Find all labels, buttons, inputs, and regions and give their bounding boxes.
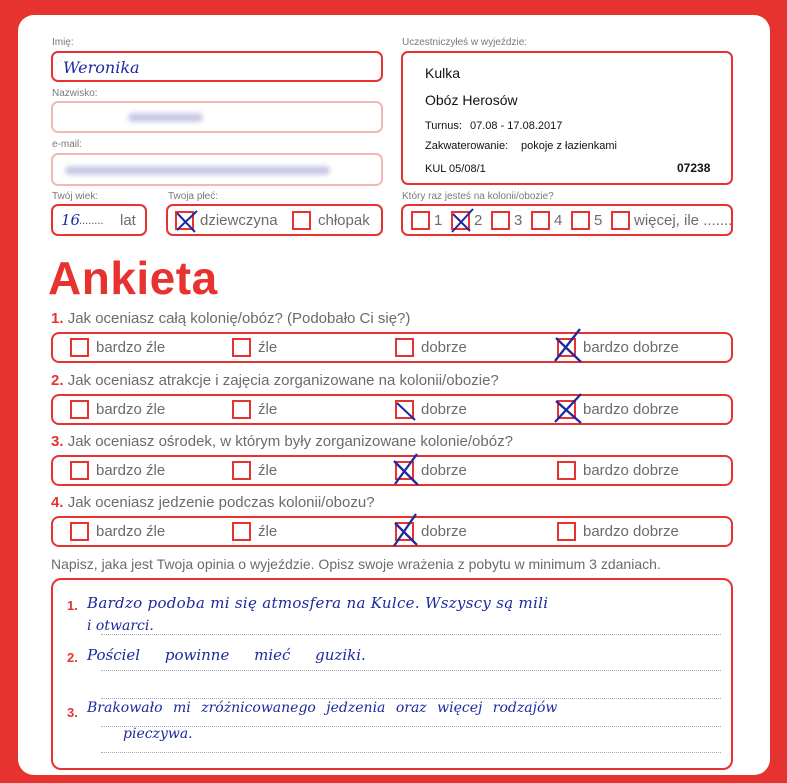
question-1-text: Jak oceniasz całą kolonię/obóz? (Podobało Ci się?) — [67, 310, 411, 327]
writing-line — [101, 634, 721, 635]
accommodation-value: pokoje z łazienkami — [521, 140, 617, 152]
participated-label: Uczestniczyłeś w wyjeździe: — [402, 37, 528, 48]
female-label: dziewczyna — [200, 212, 278, 229]
q3-option-2-checkbox[interactable] — [232, 461, 251, 480]
q3-option-1-checkbox[interactable] — [70, 461, 89, 480]
times-checkbox-5[interactable] — [571, 211, 590, 230]
times-option-2: 2 — [474, 212, 483, 229]
q2-option-1-checkbox[interactable] — [70, 400, 89, 419]
opinion-line-4: Brakowało mi zróżnicowanego jedzenia oraz więcej rodzajów — [87, 700, 558, 716]
q1-option-1-label: bardzo źle — [96, 339, 166, 356]
q3-option-3-checkbox[interactable] — [395, 461, 414, 480]
q1-option-3-label: dobrze — [421, 339, 467, 356]
opinion-line-3: Pościel powinne mieć guziki. — [87, 646, 366, 664]
times-field — [401, 204, 733, 236]
survey-sheet — [18, 15, 770, 775]
writing-line — [101, 752, 721, 753]
writing-line — [101, 698, 721, 699]
q3-option-1-label: bardzo źle — [96, 462, 166, 479]
q1-option-4-checkbox[interactable] — [557, 338, 576, 357]
q2-option-4-checkbox[interactable] — [557, 400, 576, 419]
q2-option-2-label: źle — [258, 401, 278, 418]
name-field[interactable] — [51, 51, 383, 82]
question-2 — [51, 372, 499, 389]
q4-option-1-label: bardzo źle — [96, 523, 166, 540]
q4-option-2-checkbox[interactable] — [232, 522, 251, 541]
question-3-options — [51, 455, 733, 486]
camp-code: KUL 05/08/1 — [425, 163, 486, 175]
surname-label: Nazwisko: — [52, 88, 98, 99]
opinion-number-2: 2. — [67, 650, 78, 665]
question-3-number: 3. — [51, 433, 64, 450]
opinion-number-1: 1. — [67, 598, 78, 613]
female-checkbox[interactable] — [175, 211, 194, 230]
age-dots: ........ — [79, 215, 104, 227]
opinion-prompt: Napisz, jaka jest Twoja opinia o wyjeździe. Opisz swoje wrażenia z pobytu w minimum 3 zdaniach. — [51, 556, 661, 572]
check-mark-icon — [393, 458, 420, 486]
times-option-more: więcej, ile ....... — [634, 212, 733, 229]
email-label: e-mail: — [52, 139, 83, 150]
q2-option-4-label: bardzo dobrze — [583, 401, 679, 418]
q2-option-2-checkbox[interactable] — [232, 400, 251, 419]
check-mark-icon — [555, 397, 582, 425]
times-checkbox-3[interactable] — [491, 211, 510, 230]
check-mark-icon — [555, 335, 582, 363]
gender-field — [166, 204, 383, 236]
times-option-5: 5 — [594, 212, 603, 229]
q2-option-1-label: bardzo źle — [96, 401, 166, 418]
stray-mark-icon — [393, 397, 420, 425]
opinion-line-2: i otwarci. — [87, 618, 154, 634]
times-checkbox-more[interactable] — [611, 211, 630, 230]
question-4-text: Jak oceniasz jedzenie podczas kolonii/obozu? — [67, 494, 375, 511]
times-label: Który raz jesteś na kolonii/obozie? — [402, 191, 554, 202]
camp-name: Kulka — [425, 65, 461, 81]
turnus-label: Turnus: — [425, 120, 462, 132]
check-mark-icon — [173, 208, 200, 236]
q4-option-3-checkbox[interactable] — [395, 522, 414, 541]
question-2-options — [51, 394, 733, 425]
turnus-value: 07.08 - 17.08.2017 — [470, 120, 563, 132]
question-2-text: Jak oceniasz atrakcje i zajęcia zorganizowane na kolonii/obozie? — [67, 372, 499, 389]
age-value: 16 — [61, 211, 81, 229]
surname-field[interactable] — [51, 101, 383, 133]
age-field[interactable] — [51, 204, 147, 236]
name-value: Weronika — [63, 58, 140, 77]
q2-option-3-checkbox[interactable] — [395, 400, 414, 419]
camp-info-box — [401, 51, 733, 185]
question-4-options — [51, 516, 733, 547]
q3-option-4-label: bardzo dobrze — [583, 462, 679, 479]
camp-program: Obóz Herosów — [425, 92, 518, 108]
opinion-line-5: pieczywa. — [123, 726, 193, 742]
male-label: chłopak — [318, 212, 370, 229]
opinion-number-3: 3. — [67, 705, 78, 720]
writing-line — [101, 726, 721, 727]
age-label: Twój wiek: — [52, 191, 99, 202]
email-field[interactable] — [51, 153, 383, 186]
times-checkbox-4[interactable] — [531, 211, 550, 230]
question-1-number: 1. — [51, 310, 64, 327]
times-checkbox-2[interactable] — [451, 211, 470, 230]
times-option-4: 4 — [554, 212, 563, 229]
surname-redacted — [128, 113, 203, 122]
times-option-3: 3 — [514, 212, 523, 229]
q4-option-2-label: źle — [258, 523, 278, 540]
check-mark-icon — [449, 208, 476, 236]
question-3-text: Jak oceniasz ośrodek, w którym były zorganizowane kolonie/obóz? — [67, 433, 513, 450]
question-4-number: 4. — [51, 494, 64, 511]
q1-option-2-checkbox[interactable] — [232, 338, 251, 357]
q3-option-4-checkbox[interactable] — [557, 461, 576, 480]
writing-line — [101, 670, 721, 671]
q4-option-3-label: dobrze — [421, 523, 467, 540]
form-number: 07238 — [677, 161, 711, 175]
question-4 — [51, 494, 375, 511]
q4-option-1-checkbox[interactable] — [70, 522, 89, 541]
times-option-1: 1 — [434, 212, 443, 229]
survey-title: Ankieta — [48, 252, 218, 304]
question-1 — [51, 310, 410, 327]
name-label: Imię: — [52, 37, 74, 48]
male-checkbox[interactable] — [292, 211, 311, 230]
q1-option-2-label: źle — [258, 339, 278, 356]
q4-option-4-label: bardzo dobrze — [583, 523, 679, 540]
question-3 — [51, 433, 513, 450]
times-checkbox-1[interactable] — [411, 211, 430, 230]
q1-option-3-checkbox[interactable] — [395, 338, 414, 357]
opinion-box[interactable] — [51, 578, 733, 770]
email-redacted — [65, 166, 330, 175]
q4-option-4-checkbox[interactable] — [557, 522, 576, 541]
question-1-options — [51, 332, 733, 363]
accommodation-label: Zakwaterowanie: — [425, 140, 509, 152]
q2-option-3-label: dobrze — [421, 401, 467, 418]
age-unit: lat — [120, 212, 136, 229]
check-mark-icon — [393, 519, 420, 547]
q3-option-2-label: źle — [258, 462, 278, 479]
opinion-line-1: Bardzo podoba mi się atmosfera na Kulce. Wszyscy są mili — [87, 594, 549, 612]
q1-option-4-label: bardzo dobrze — [583, 339, 679, 356]
question-2-number: 2. — [51, 372, 64, 389]
gender-label: Twoja płeć: — [168, 191, 219, 202]
q3-option-3-label: dobrze — [421, 462, 467, 479]
q1-option-1-checkbox[interactable] — [70, 338, 89, 357]
